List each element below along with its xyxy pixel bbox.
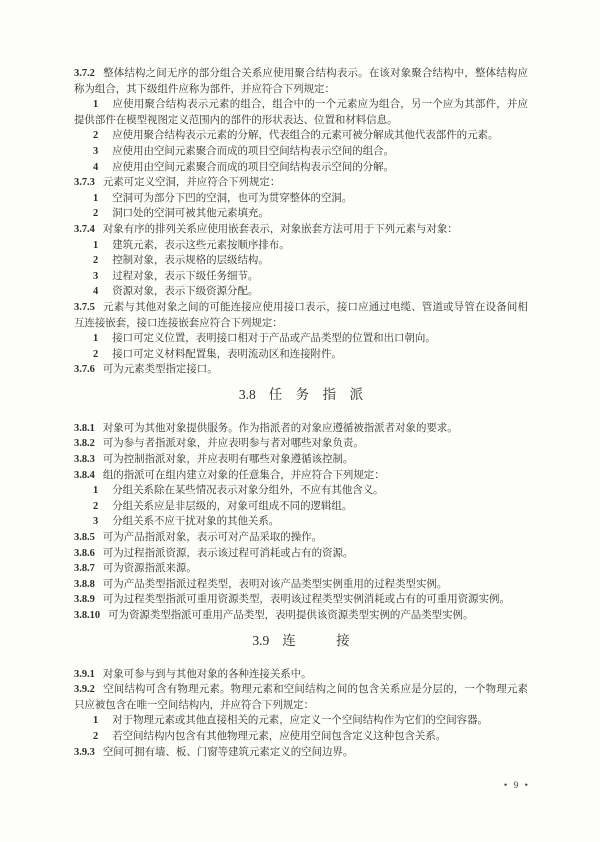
clause-number: 3.7.4 — [74, 223, 95, 235]
clause-text: 可为元素类型指定接口。 — [102, 364, 218, 376]
clause-text: 可为参与者指派对象，并应表明参与者对哪些对象负责。 — [102, 438, 364, 450]
list-item-text: 应使用聚合结构表示元素的组合，组合中的一个元素应为组合，另一个应为其部件，并应提供部件在模型视图定义范围内的部件的形状表达、位置和材料信息。 — [74, 99, 528, 126]
clause-text: 可为资源类型指派可重用产品类型，表明提供该资源类型实例的产品类型实例。 — [108, 610, 474, 621]
section-title: 任 务 指 派 — [268, 386, 364, 402]
clause-3.7.2 — [74, 66, 528, 97]
list-item-number: 4 — [93, 286, 99, 298]
list-item — [74, 729, 528, 745]
clause-number: 3.9.3 — [74, 746, 95, 758]
clause-number: 3.9.1 — [74, 668, 95, 680]
list-item — [74, 97, 528, 128]
clause-3.7.5 — [74, 300, 528, 331]
list-item-text: 接口可定义材料配置集，表明流动区和连接附件。 — [112, 348, 342, 360]
list-item-text: 应使用由空间元素聚合而成的项目空间结构表示空间的组合。 — [112, 145, 395, 157]
list-item-number: 2 — [93, 730, 99, 742]
clause-number: 3.8.2 — [74, 438, 95, 450]
clause-3.7.6 — [74, 362, 528, 378]
clause-text: 整体结构之间无序的部分组合关系应使用聚合结构表示。在该对象聚合结构中，整体结构应称为组合，其下级组件应称为部件，并应符合下列规定： — [74, 68, 528, 95]
list-item — [74, 483, 528, 499]
clause-number: 3.7.2 — [74, 68, 95, 79]
list-item-number: 4 — [93, 161, 99, 173]
list-item-number: 3 — [93, 516, 99, 528]
list-item — [74, 206, 528, 222]
list-item-number: 2 — [93, 255, 99, 267]
clause-number: 3.8.7 — [74, 563, 95, 575]
document-body — [74, 66, 528, 760]
list-item-number: 3 — [93, 145, 99, 157]
section-title: 连 接 — [282, 632, 350, 648]
list-item — [74, 499, 528, 515]
clause-3.8.5 — [74, 530, 528, 546]
list-item-text: 建筑元素，表示这些元素按顺序排布。 — [112, 239, 290, 251]
list-item-number: 1 — [93, 485, 99, 497]
clause-3.9.1 — [74, 667, 528, 683]
section-number: 3.9 — [252, 632, 270, 648]
clause-number: 3.8.10 — [74, 610, 101, 621]
list-item-number: 2 — [93, 130, 99, 142]
list-item-text: 分组关系除在某些情况表示对象分组外，不应有其他含义。 — [112, 485, 384, 497]
list-item-number: 1 — [93, 333, 99, 345]
list-item — [74, 128, 528, 144]
list-item — [74, 269, 528, 285]
list-item-text: 空洞可为部分下凹的空洞，也可为贯穿整体的空洞。 — [112, 192, 353, 204]
clause-text: 可为过程指派资源，表示该过程可消耗或占有的资源。 — [102, 547, 354, 559]
clause-text: 对象有序的排列关系应使用嵌套表示，对象嵌套方法可用于下列元素与对象： — [102, 223, 458, 235]
clause-3.8.8 — [74, 577, 528, 593]
clause-text: 组的指派可在组内建立对象的任意集合，并应符合下列规定： — [102, 469, 385, 481]
clause-3.8.7 — [74, 561, 528, 577]
list-item-text: 控制对象，表示规格的层级结构。 — [112, 255, 269, 267]
list-item — [74, 347, 528, 363]
clause-text: 对象可为其他对象提供服务。作为指派者的对象应遵循被指派者对象的要求。 — [102, 422, 458, 434]
clause-text: 元素可定义空洞，并应符合下列规定： — [102, 177, 281, 189]
list-item — [74, 144, 528, 160]
clause-number: 3.9.2 — [74, 684, 95, 696]
clause-3.7.3 — [74, 175, 528, 191]
list-item — [74, 284, 528, 300]
clause-text: 可为产品类型指派过程类型，表明对该产品类型实例重用的过程类型实例。 — [102, 578, 448, 590]
clause-text: 对象可参与到与其他对象的各种连接关系中。 — [102, 668, 312, 680]
list-item-text: 若空间结构内包含有其他物理元素，应使用空间包含定义这种包含关系。 — [112, 730, 447, 742]
clause-number: 3.7.5 — [74, 301, 95, 313]
clause-number: 3.7.6 — [74, 364, 95, 376]
clause-3.7.4 — [74, 222, 528, 238]
clause-number: 3.8.3 — [74, 454, 95, 466]
clause-text: 可为资源指派来源。 — [102, 563, 197, 575]
section-number: 3.8 — [238, 386, 256, 402]
clause-number: 3.8.9 — [74, 594, 95, 606]
clause-number: 3.7.3 — [74, 177, 95, 189]
list-item — [74, 331, 528, 347]
list-item-text: 过程对象，表示下级任务细节。 — [112, 270, 259, 282]
clause-number: 3.8.4 — [74, 469, 95, 481]
clause-text: 空间结构可含有物理元素。物理元素和空间结构之间的包含关系应是分层的，一个物理元素只应被包含在唯一空间结构内，并应符合下列规定： — [74, 684, 528, 711]
clause-3.8.2 — [74, 436, 528, 452]
clause-number: 3.8.6 — [74, 547, 95, 559]
list-item-text: 分组关系不应干扰对象的其他关系。 — [112, 516, 280, 528]
list-item-number: 2 — [93, 500, 99, 512]
list-item-number: 2 — [93, 348, 99, 360]
clause-3.8.9 — [74, 592, 528, 608]
section-heading-3.9 — [74, 630, 528, 651]
clause-3.8.10 — [74, 608, 528, 624]
page-number: • 9 • — [503, 781, 530, 791]
clause-3.8.6 — [74, 546, 528, 562]
list-item-text: 对于物理元素或其他直接相关的元素，应定义一个空间结构作为它们的空间容器。 — [112, 715, 488, 727]
list-item-number: 1 — [93, 99, 99, 111]
list-item-text: 应使用由空间元素聚合而成的项目空间结构表示空间的分解。 — [112, 161, 395, 173]
clause-number: 3.8.5 — [74, 532, 95, 544]
clause-3.8.3 — [74, 452, 528, 468]
list-item — [74, 253, 528, 269]
list-item-number: 1 — [93, 192, 99, 204]
list-item-number: 1 — [93, 715, 99, 727]
list-item-text: 洞口处的空洞可被其他元素填充。 — [112, 208, 269, 220]
list-item-text: 应使用聚合结构表示元素的分解，代表组合的元素可被分解成其他代表部件的元素。 — [112, 130, 499, 142]
section-heading-3.8 — [74, 384, 528, 405]
list-item-text: 资源对象，表示下级资源分配。 — [112, 286, 259, 298]
clause-text: 元素与其他对象之间的可能连接应使用接口表示，接口应通过电缆、管道或导管在设备间相互连接嵌套，接口连接嵌套应符合下列规定： — [74, 301, 528, 329]
list-item — [74, 238, 528, 254]
clause-3.9.3 — [74, 745, 528, 761]
clause-text: 可为过程类型指派可重用资源类型，表明该过程类型实例消耗或占有的可重用资源实例。 — [102, 594, 510, 606]
list-item — [74, 713, 528, 729]
list-item-number: 2 — [93, 208, 99, 220]
clause-3.8.1 — [74, 421, 528, 437]
list-item-number: 1 — [93, 239, 99, 251]
clause-number: 3.8.8 — [74, 578, 95, 590]
clause-number: 3.8.1 — [74, 422, 95, 434]
list-item-text: 分组关系应是非层级的，对象可组成不同的逻辑组。 — [112, 500, 353, 512]
clause-text: 空间可拥有墙、板、门窗等建筑元素定义的空间边界。 — [102, 746, 354, 758]
clause-text: 可为产品指派对象，表示可对产品采取的操作。 — [102, 532, 323, 544]
list-item-text: 接口可定义位置，表明接口相对于产品或产品类型的位置和出口朝向。 — [112, 333, 436, 345]
list-item-number: 3 — [93, 270, 99, 282]
clause-text: 可为控制指派对象，并应表明有哪些对象遵循该控制。 — [102, 454, 354, 466]
clause-3.9.2 — [74, 682, 528, 713]
clause-3.8.4 — [74, 468, 528, 484]
list-item — [74, 160, 528, 176]
list-item — [74, 514, 528, 530]
list-item — [74, 191, 528, 207]
